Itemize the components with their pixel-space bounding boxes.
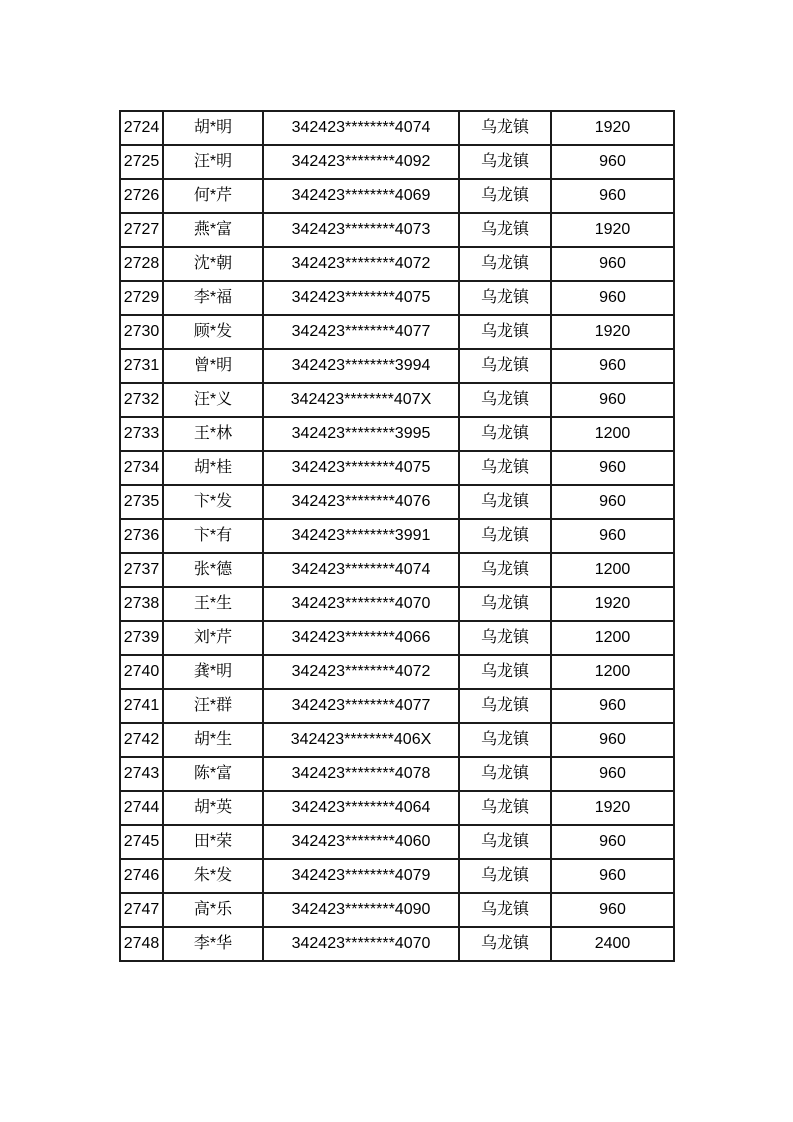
cell-serial: 2738 [120, 587, 163, 621]
cell-serial: 2737 [120, 553, 163, 587]
cell-id: 342423********4064 [263, 791, 459, 825]
cell-id: 342423********4076 [263, 485, 459, 519]
cell-name: 曾*明 [163, 349, 263, 383]
cell-name: 田*荣 [163, 825, 263, 859]
cell-name: 燕*富 [163, 213, 263, 247]
cell-name: 王*生 [163, 587, 263, 621]
cell-amount: 1920 [551, 587, 674, 621]
cell-town: 乌龙镇 [459, 825, 551, 859]
cell-name: 李*福 [163, 281, 263, 315]
cell-amount: 960 [551, 859, 674, 893]
table-row [120, 519, 674, 553]
table-row [120, 859, 674, 893]
table-row [120, 927, 674, 961]
cell-serial: 2731 [120, 349, 163, 383]
cell-town: 乌龙镇 [459, 281, 551, 315]
cell-name: 胡*桂 [163, 451, 263, 485]
table-row [120, 655, 674, 689]
table-row [120, 757, 674, 791]
cell-amount: 960 [551, 281, 674, 315]
cell-town: 乌龙镇 [459, 213, 551, 247]
cell-id: 342423********4060 [263, 825, 459, 859]
cell-serial: 2727 [120, 213, 163, 247]
cell-serial: 2729 [120, 281, 163, 315]
cell-name: 汪*群 [163, 689, 263, 723]
cell-serial: 2739 [120, 621, 163, 655]
table-row [120, 417, 674, 451]
cell-town: 乌龙镇 [459, 723, 551, 757]
cell-amount: 1920 [551, 213, 674, 247]
table-row [120, 213, 674, 247]
cell-serial: 2724 [120, 111, 163, 145]
cell-serial: 2734 [120, 451, 163, 485]
cell-serial: 2725 [120, 145, 163, 179]
cell-serial: 2736 [120, 519, 163, 553]
cell-amount: 960 [551, 723, 674, 757]
cell-amount: 1920 [551, 315, 674, 349]
cell-amount: 960 [551, 247, 674, 281]
cell-amount: 960 [551, 145, 674, 179]
cell-id: 342423********4069 [263, 179, 459, 213]
table-row [120, 689, 674, 723]
cell-town: 乌龙镇 [459, 689, 551, 723]
cell-name: 刘*芹 [163, 621, 263, 655]
cell-id: 342423********4075 [263, 451, 459, 485]
cell-amount: 960 [551, 485, 674, 519]
cell-town: 乌龙镇 [459, 893, 551, 927]
cell-id: 342423********4072 [263, 247, 459, 281]
cell-id: 342423********4077 [263, 689, 459, 723]
cell-id: 342423********4070 [263, 927, 459, 961]
table-row [120, 621, 674, 655]
table-row [120, 893, 674, 927]
cell-amount: 2400 [551, 927, 674, 961]
cell-amount: 960 [551, 825, 674, 859]
cell-id: 342423********4074 [263, 111, 459, 145]
table-row [120, 281, 674, 315]
cell-amount: 960 [551, 349, 674, 383]
cell-amount: 960 [551, 689, 674, 723]
cell-name: 汪*明 [163, 145, 263, 179]
cell-serial: 2746 [120, 859, 163, 893]
cell-town: 乌龙镇 [459, 791, 551, 825]
cell-serial: 2745 [120, 825, 163, 859]
cell-amount: 960 [551, 451, 674, 485]
cell-name: 李*华 [163, 927, 263, 961]
cell-serial: 2740 [120, 655, 163, 689]
table-row [120, 145, 674, 179]
cell-id: 342423********406X [263, 723, 459, 757]
cell-town: 乌龙镇 [459, 315, 551, 349]
cell-town: 乌龙镇 [459, 417, 551, 451]
cell-amount: 1200 [551, 621, 674, 655]
cell-name: 顾*发 [163, 315, 263, 349]
cell-serial: 2730 [120, 315, 163, 349]
cell-id: 342423********3991 [263, 519, 459, 553]
cell-serial: 2735 [120, 485, 163, 519]
cell-town: 乌龙镇 [459, 145, 551, 179]
table-row [120, 383, 674, 417]
cell-name: 胡*明 [163, 111, 263, 145]
cell-id: 342423********4092 [263, 145, 459, 179]
cell-town: 乌龙镇 [459, 553, 551, 587]
cell-id: 342423********4072 [263, 655, 459, 689]
cell-serial: 2747 [120, 893, 163, 927]
cell-town: 乌龙镇 [459, 859, 551, 893]
table-row [120, 111, 674, 145]
cell-name: 张*德 [163, 553, 263, 587]
cell-town: 乌龙镇 [459, 349, 551, 383]
cell-serial: 2741 [120, 689, 163, 723]
cell-serial: 2732 [120, 383, 163, 417]
table-row [120, 825, 674, 859]
cell-town: 乌龙镇 [459, 519, 551, 553]
cell-id: 342423********4066 [263, 621, 459, 655]
cell-id: 342423********4077 [263, 315, 459, 349]
cell-serial: 2743 [120, 757, 163, 791]
cell-town: 乌龙镇 [459, 485, 551, 519]
cell-name: 卞*有 [163, 519, 263, 553]
cell-name: 何*芹 [163, 179, 263, 213]
cell-name: 龚*明 [163, 655, 263, 689]
table-row [120, 587, 674, 621]
cell-serial: 2748 [120, 927, 163, 961]
cell-id: 342423********4090 [263, 893, 459, 927]
cell-town: 乌龙镇 [459, 927, 551, 961]
cell-name: 沈*朝 [163, 247, 263, 281]
beneficiary-table [119, 110, 675, 962]
cell-name: 胡*英 [163, 791, 263, 825]
cell-id: 342423********407X [263, 383, 459, 417]
cell-id: 342423********4079 [263, 859, 459, 893]
cell-town: 乌龙镇 [459, 383, 551, 417]
cell-name: 朱*发 [163, 859, 263, 893]
cell-name: 胡*生 [163, 723, 263, 757]
cell-id: 342423********4078 [263, 757, 459, 791]
cell-town: 乌龙镇 [459, 621, 551, 655]
cell-town: 乌龙镇 [459, 757, 551, 791]
cell-id: 342423********3994 [263, 349, 459, 383]
cell-id: 342423********4070 [263, 587, 459, 621]
cell-name: 汪*义 [163, 383, 263, 417]
table-row [120, 349, 674, 383]
cell-town: 乌龙镇 [459, 247, 551, 281]
cell-id: 342423********4073 [263, 213, 459, 247]
cell-town: 乌龙镇 [459, 655, 551, 689]
cell-name: 卞*发 [163, 485, 263, 519]
table-body [120, 111, 674, 961]
cell-amount: 960 [551, 893, 674, 927]
table-row [120, 247, 674, 281]
cell-amount: 1200 [551, 655, 674, 689]
cell-serial: 2728 [120, 247, 163, 281]
cell-town: 乌龙镇 [459, 111, 551, 145]
cell-town: 乌龙镇 [459, 451, 551, 485]
cell-town: 乌龙镇 [459, 587, 551, 621]
table-row [120, 791, 674, 825]
table-row [120, 553, 674, 587]
cell-name: 高*乐 [163, 893, 263, 927]
cell-id: 342423********3995 [263, 417, 459, 451]
cell-amount: 960 [551, 383, 674, 417]
cell-amount: 960 [551, 757, 674, 791]
cell-amount: 1200 [551, 417, 674, 451]
table-row [120, 723, 674, 757]
cell-serial: 2744 [120, 791, 163, 825]
table-row [120, 451, 674, 485]
cell-amount: 1200 [551, 553, 674, 587]
cell-amount: 1920 [551, 111, 674, 145]
table-row [120, 315, 674, 349]
cell-serial: 2742 [120, 723, 163, 757]
cell-id: 342423********4074 [263, 553, 459, 587]
cell-serial: 2726 [120, 179, 163, 213]
cell-amount: 960 [551, 179, 674, 213]
table-row [120, 179, 674, 213]
cell-name: 陈*富 [163, 757, 263, 791]
cell-serial: 2733 [120, 417, 163, 451]
cell-name: 王*林 [163, 417, 263, 451]
cell-id: 342423********4075 [263, 281, 459, 315]
cell-amount: 1920 [551, 791, 674, 825]
cell-town: 乌龙镇 [459, 179, 551, 213]
table-row [120, 485, 674, 519]
cell-amount: 960 [551, 519, 674, 553]
